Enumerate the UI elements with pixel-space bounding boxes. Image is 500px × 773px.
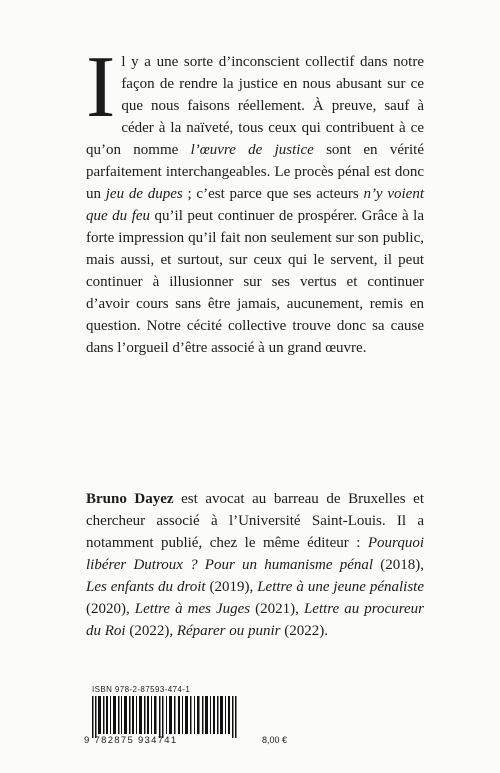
price-label: 8,00 € xyxy=(262,735,288,745)
blurb-italic-oeuvre: l’œuvre de justice xyxy=(190,142,314,158)
blurb-italic-feu: n’y voient que du feu xyxy=(86,186,424,224)
barcode-block xyxy=(84,685,254,751)
barcode-bars-icon xyxy=(92,696,238,738)
drop-cap: I xyxy=(86,39,116,136)
blurb-segment-4: qu’il peut continuer de prospérer. Grâce à la forte impression qu’il fait non seulement sur son public, mais aussi, et surtout, sur ceux qui le servent, il peut continuer à illusionner sur ses vertus et continuer d’avoir cours sans être jamais, aucunement, remis en question. Notre cécité collective trouve donc sa cause dans l’orgueil d’être associé à un grand œuvre. xyxy=(86,208,424,356)
blurb-text xyxy=(86,39,424,359)
author-bio xyxy=(86,488,424,642)
book-year-3: (2020), xyxy=(86,601,135,617)
blurb-segment-1: l y a une sorte d’inconscient collectif dans notre façon de rendre la justice en nous abusant sur ce que nous faisons réellement. À preuve, sauf à céder à la naïveté, tous ceux qui contribuent à ce qu’on nomme xyxy=(86,54,424,158)
book-title-2: Les enfants du droit xyxy=(86,579,206,595)
author-name: Bruno Dayez xyxy=(86,491,174,507)
book-title-3: Lettre à une jeune pénaliste xyxy=(257,579,424,595)
blurb-italic-jeu: jeu de dupes xyxy=(105,186,183,202)
isbn-label: ISBN 978-2-87593-474-1 xyxy=(92,685,191,694)
blurb-segment-3: ; c’est parce que ses acteurs xyxy=(182,186,364,202)
book-year-5: (2022), xyxy=(125,623,177,639)
book-year-1: (2018), xyxy=(373,557,424,573)
book-year-4: (2021), xyxy=(250,601,304,617)
book-title-6: Réparer ou punir xyxy=(176,623,281,639)
bio-text: est avocat au barreau de Bruxelles et chercheur associé à l’Université Saint-Louis. Il a notamment publié, chez le même éditeur : xyxy=(86,491,424,551)
book-year-6: (2022). xyxy=(280,623,328,639)
blurb-segment-2: sont en vérité parfaitement interchangeables. Le procès pénal est donc un xyxy=(86,142,424,202)
barcode-digits: 9 782875 934741 xyxy=(84,735,178,746)
book-title-4: Lettre à mes Juges xyxy=(134,601,251,617)
book-title-5: Lettre au procureur du Roi xyxy=(86,601,424,639)
book-year-2: (2019), xyxy=(205,579,258,595)
book-title-1: Pourquoi libérer Dutroux ? Pour un humanisme pénal xyxy=(86,535,424,573)
